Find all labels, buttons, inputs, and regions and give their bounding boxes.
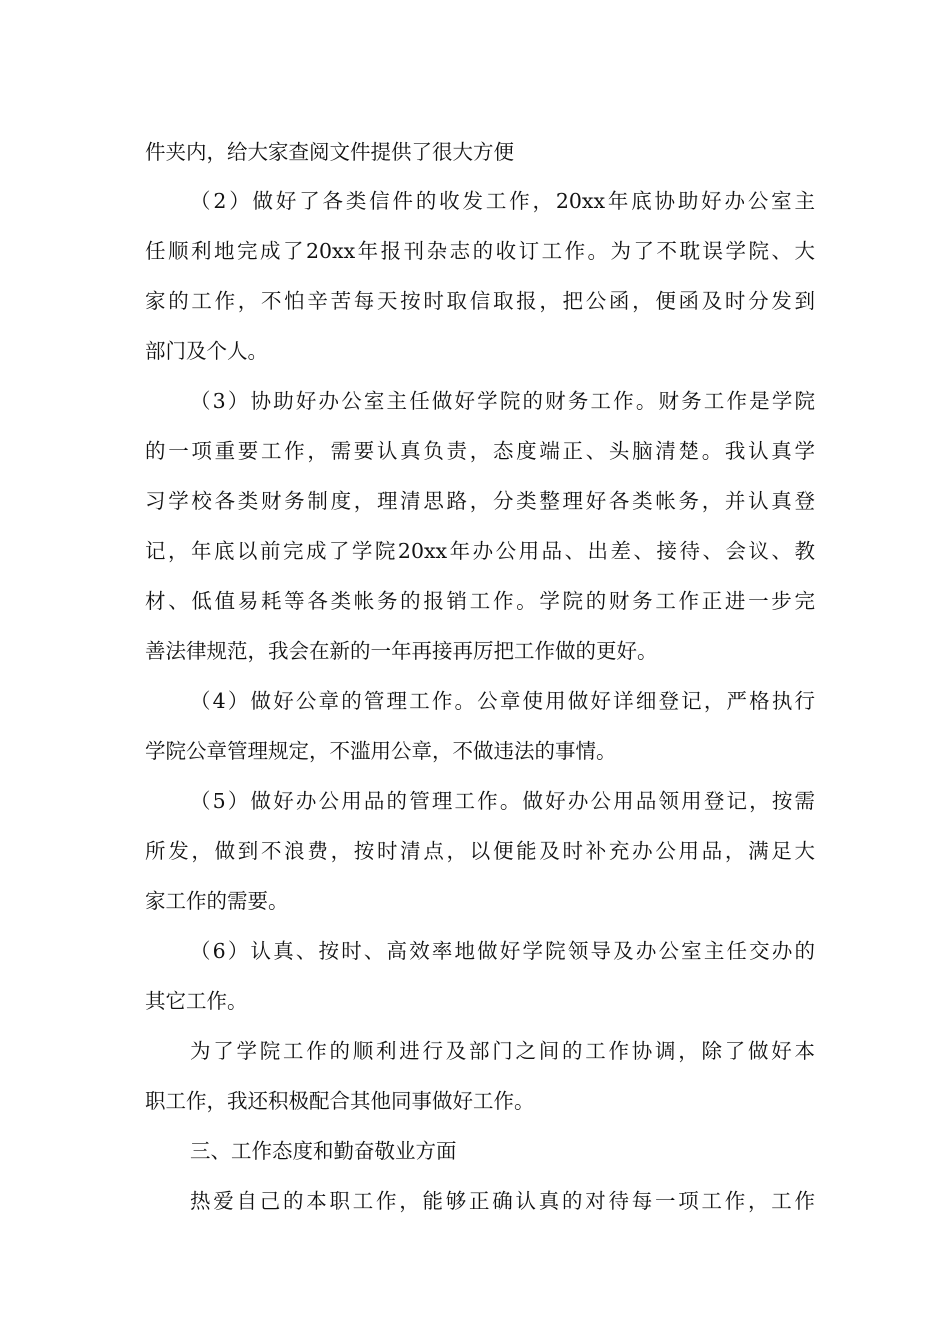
text-line: 职工作，我还积极配合其他同事做好工作。: [145, 1089, 535, 1113]
text-line: 习学校各类财务制度，理清思路，分类整理好各类帐务，并认真登: [145, 489, 815, 513]
text-line: 任顺利地完成了20xx年报刊杂志的收订工作。为了不耽误学院、大: [145, 239, 815, 263]
text-line: 家工作的需要。: [145, 889, 289, 913]
text-line: 其它工作。: [145, 989, 248, 1013]
text-line: （6）认真、按时、高效率地做好学院领导及办公室主任交办的: [190, 939, 815, 963]
text-line: （2）做好了各类信件的收发工作，20xx年底协助好办公室主: [190, 189, 815, 213]
text-line: 学院公章管理规定，不滥用公章，不做违法的事情。: [145, 739, 617, 763]
text-line: 件夹内，给大家查阅文件提供了很大方便: [145, 140, 514, 164]
text-line: （5）做好办公用品的管理工作。做好办公用品领用登记，按需: [190, 789, 815, 813]
text-line: 家的工作，不怕辛苦每天按时取信取报，把公函，便函及时分发到: [145, 289, 815, 313]
text-line: 材、低值易耗等各类帐务的报销工作。学院的财务工作正进一步完: [145, 589, 815, 613]
text-line: 记，年底以前完成了学院20xx年办公用品、出差、接待、会议、教: [145, 539, 815, 563]
text-line: 善法律规范，我会在新的一年再接再厉把工作做的更好。: [145, 639, 658, 663]
text-line: 所发，做到不浪费，按时清点，以便能及时补充办公用品，满足大: [145, 839, 815, 863]
text-line: （3）协助好办公室主任做好学院的财务工作。财务工作是学院: [190, 389, 815, 413]
text-line: 的一项重要工作，需要认真负责，态度端正、头脑清楚。我认真学: [145, 439, 815, 463]
text-line: 为了学院工作的顺利进行及部门之间的工作协调，除了做好本: [190, 1039, 815, 1063]
text-line: 热爱自己的本职工作，能够正确认真的对待每一项工作，工作: [190, 1189, 815, 1213]
text-line: 部门及个人。: [145, 339, 268, 363]
section-heading: 三、工作态度和勤奋敬业方面: [190, 1139, 457, 1163]
text-line: （4）做好公章的管理工作。公章使用做好详细登记，严格执行: [190, 689, 815, 713]
